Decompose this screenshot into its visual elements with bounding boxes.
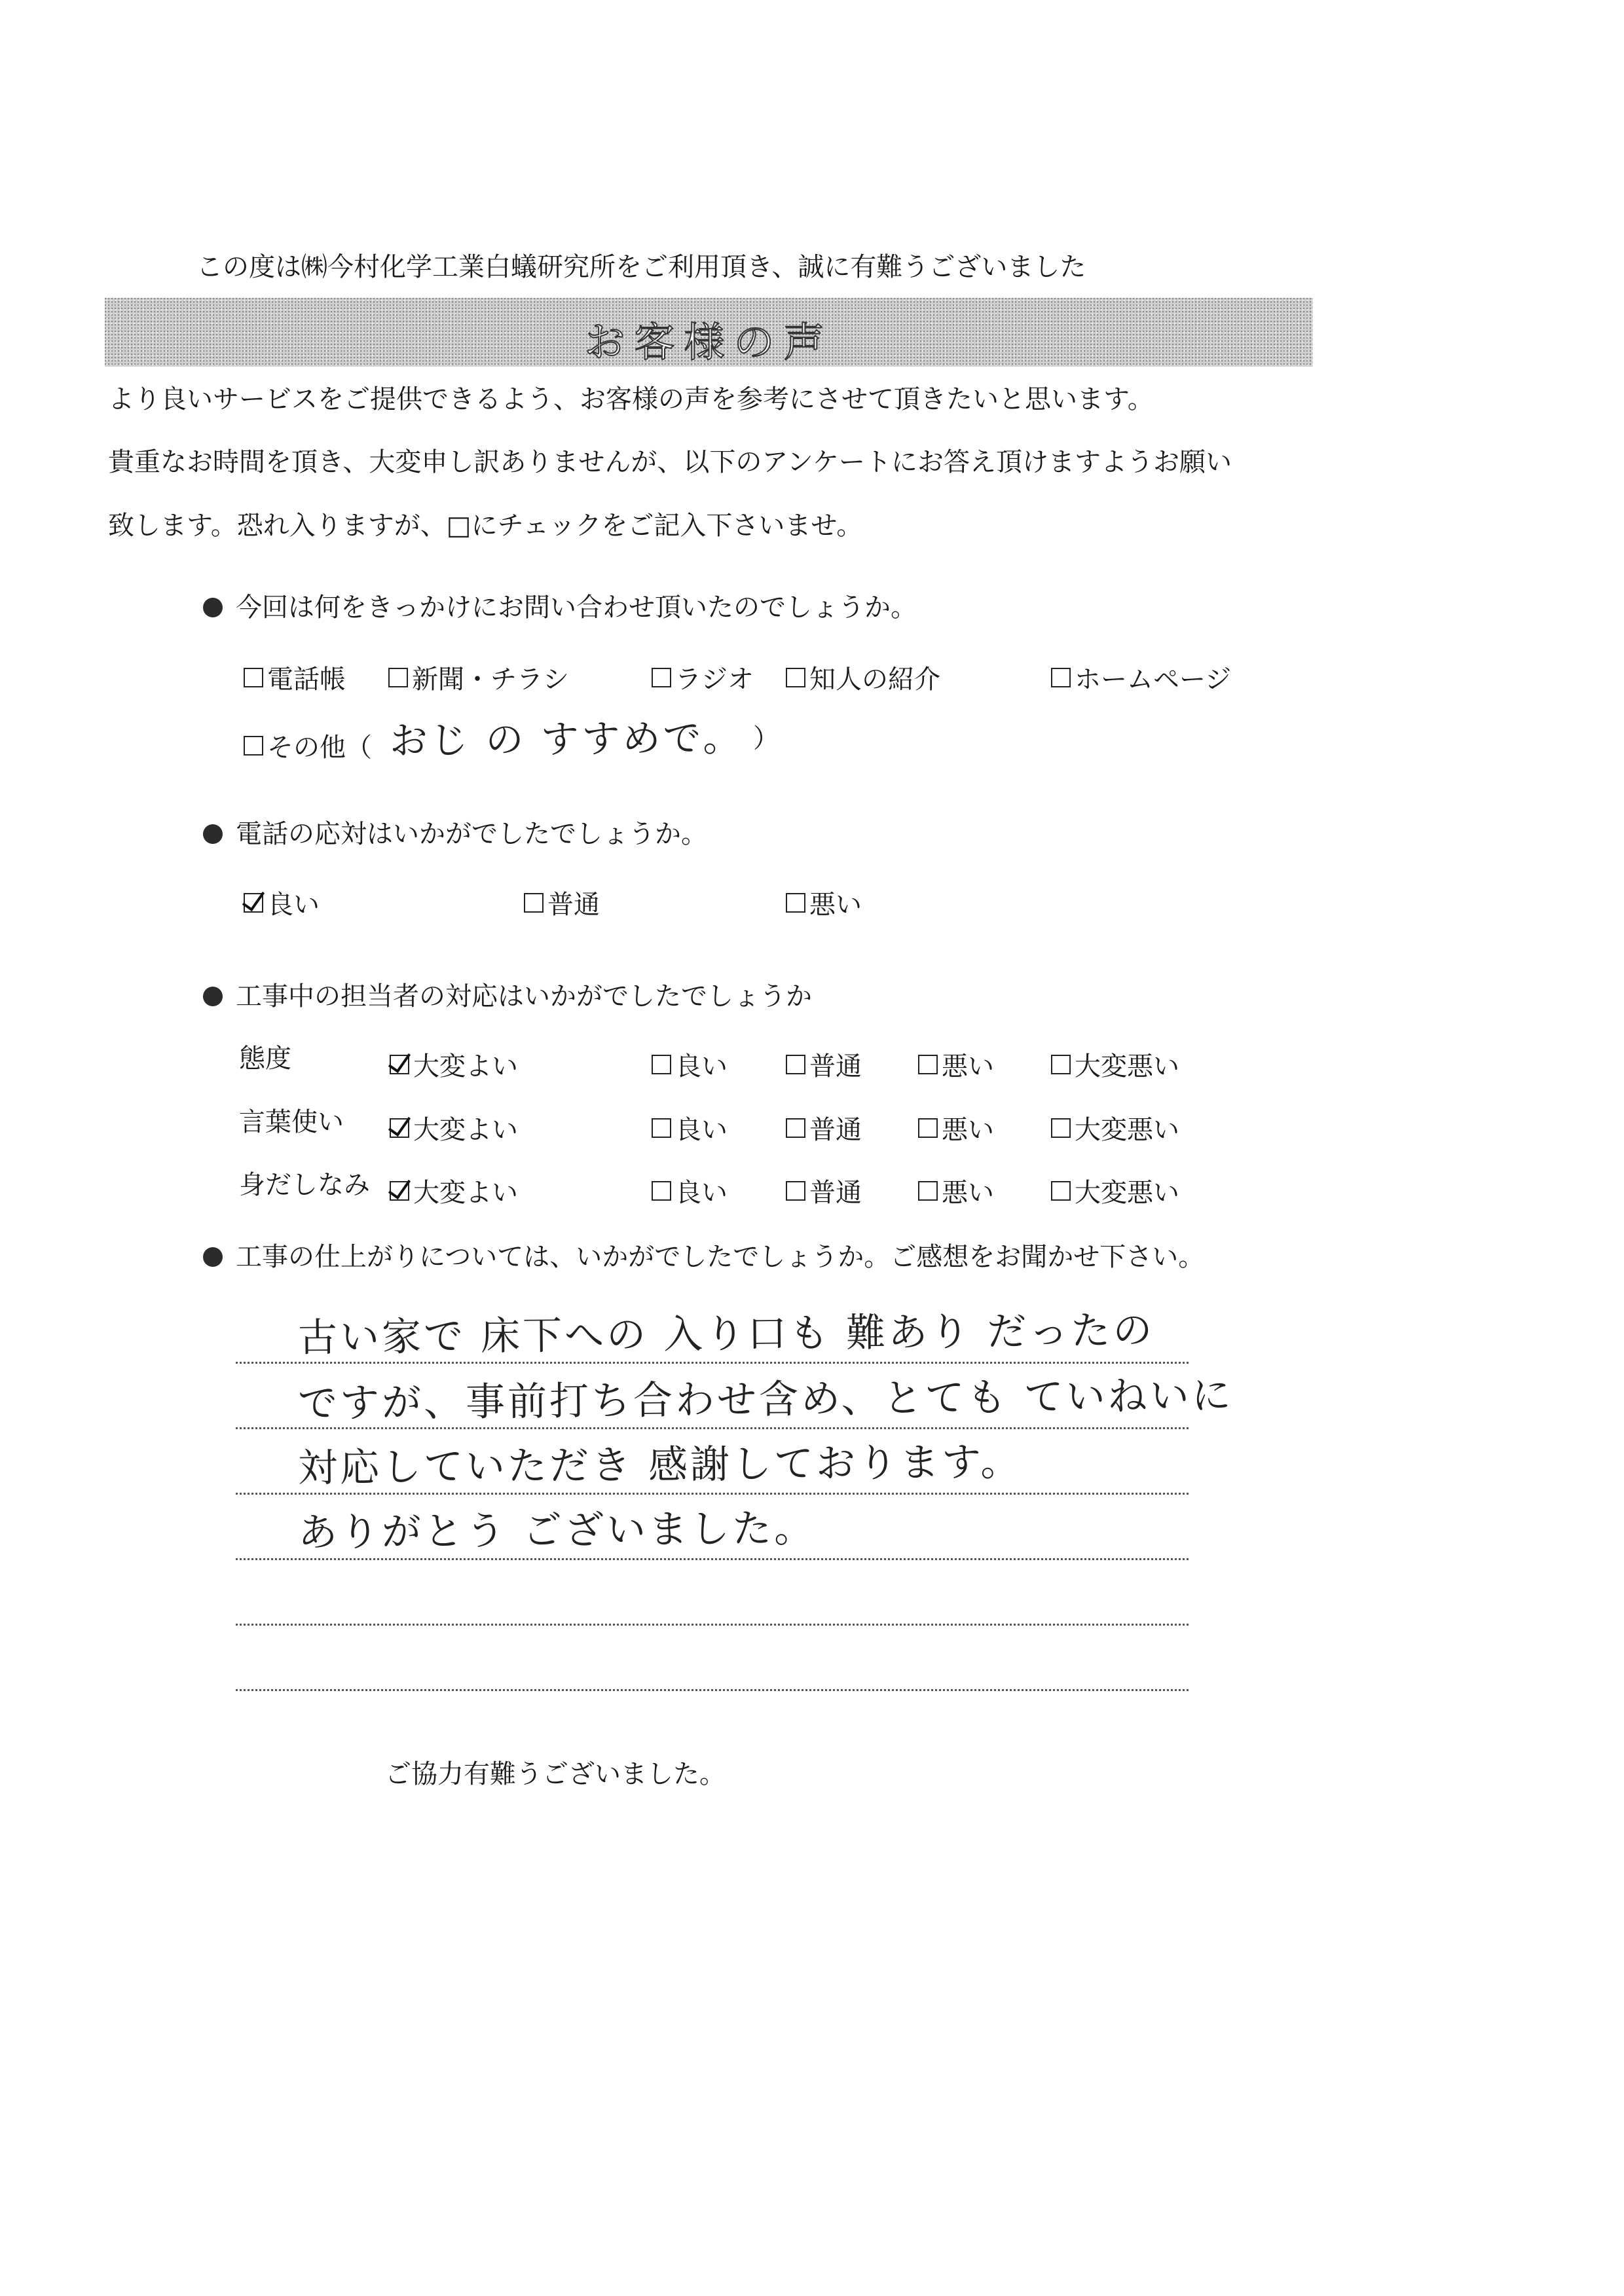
checkbox-icon[interactable] — [918, 1055, 938, 1074]
checkbox-icon[interactable] — [652, 1055, 671, 1074]
q3-attitude-very-bad[interactable]: 大変悪い — [1051, 1046, 1179, 1083]
checkbox-icon[interactable] — [1051, 1055, 1071, 1074]
checkbox-icon[interactable] — [1051, 668, 1071, 687]
q2-option-bad[interactable]: 悪い — [786, 884, 862, 921]
checkbox-icon[interactable] — [786, 1055, 805, 1074]
answer-rule — [236, 1558, 1189, 1560]
checkbox-checked-icon[interactable] — [390, 1118, 409, 1138]
q3-appearance-good[interactable]: 良い — [652, 1172, 728, 1209]
q4-answer-line-3[interactable]: 対応していただき 感謝しております。 — [297, 1439, 1023, 1491]
checkbox-icon[interactable] — [1051, 1181, 1071, 1201]
q1-question: 今回は何をきっかけにお問い合わせ頂いたのでしょうか。 — [236, 592, 917, 623]
q3-language-bad[interactable]: 悪い — [918, 1109, 994, 1146]
checkbox-icon[interactable] — [1051, 1118, 1071, 1138]
q3-question: 工事中の担当者の対応はいかがでしたでしょうか — [236, 981, 812, 1011]
q4-question: 工事の仕上がりについては、いかがでしたでしょうか。ご感想をお聞かせ下さい。 — [236, 1242, 1205, 1272]
checkbox-icon[interactable] — [244, 668, 263, 687]
q3-attitude-normal[interactable]: 普通 — [786, 1046, 862, 1083]
q3-appearance-very-bad[interactable]: 大変悪い — [1051, 1172, 1179, 1209]
q3-row-label-appearance: 身だしなみ — [239, 1170, 370, 1200]
q3-attitude-good[interactable]: 良い — [652, 1046, 728, 1083]
checkbox-icon[interactable] — [786, 668, 805, 687]
intro-line-2: 貴重なお時間を頂き、大変申し訳ありませんが、以下のアンケートにお答え頂けますようお願い — [108, 447, 1232, 477]
q1-option-referral[interactable]: 知人の紹介 — [786, 659, 940, 696]
bullet-icon — [203, 1247, 223, 1267]
bullet-icon — [203, 987, 223, 1006]
checkbox-icon[interactable] — [786, 1118, 805, 1138]
answer-rule — [236, 1493, 1189, 1495]
q1-option-homepage[interactable]: ホームページ — [1051, 659, 1231, 696]
checkbox-icon[interactable] — [918, 1118, 938, 1138]
q1-other-answer[interactable]: おじ の すすめで。 — [389, 715, 744, 763]
closing-message: ご協力有難うございました。 — [385, 1759, 726, 1789]
answer-rule — [236, 1689, 1189, 1691]
q1-option-radio[interactable]: ラジオ — [652, 659, 754, 696]
q2-option-normal[interactable]: 普通 — [524, 884, 600, 921]
q3-language-good[interactable]: 良い — [652, 1109, 728, 1146]
checkbox-icon[interactable] — [786, 1181, 805, 1201]
q4-answer-line-2[interactable]: ですが、事前打ち合わせ含め、とても ていねいに — [297, 1372, 1234, 1427]
q3-language-very-good[interactable]: 大変よい — [390, 1109, 518, 1146]
q1-option-newspaper[interactable]: 新聞・チラシ — [388, 659, 569, 696]
checkbox-icon[interactable] — [388, 668, 408, 687]
q2-question: 電話の応対はいかがでしたでしょうか。 — [236, 819, 707, 849]
bullet-icon — [203, 598, 223, 617]
checkbox-icon[interactable] — [786, 893, 805, 913]
q3-appearance-very-good[interactable]: 大変よい — [390, 1172, 518, 1209]
answer-rule — [236, 1624, 1189, 1626]
q4-answer-line-1[interactable]: 古い家で 床下への 入り口も 難あり だったの — [297, 1307, 1155, 1361]
answer-rule — [236, 1427, 1189, 1429]
q3-row-label-language: 言葉使い — [239, 1107, 344, 1137]
checkbox-icon[interactable] — [652, 668, 671, 687]
q3-row-label-attitude: 態度 — [239, 1044, 291, 1074]
checkbox-icon[interactable] — [652, 1118, 671, 1138]
checkbox-checked-icon[interactable] — [244, 893, 263, 913]
checkbox-checked-icon[interactable] — [390, 1181, 409, 1201]
checkbox-icon[interactable] — [244, 736, 263, 756]
checkbox-icon[interactable] — [524, 893, 544, 913]
q2-option-good[interactable]: 良い — [244, 884, 320, 921]
checkbox-icon[interactable] — [652, 1181, 671, 1201]
thanks-line: この度は㈱今村化学工業白蟻研究所をご利用頂き、誠に有難うございました — [196, 252, 1086, 282]
q3-language-normal[interactable]: 普通 — [786, 1109, 862, 1146]
checkbox-checked-icon[interactable] — [390, 1055, 409, 1074]
banner-title: お客様の声 — [584, 318, 834, 366]
q1-option-phonebook[interactable]: 電話帳 — [244, 659, 346, 696]
q1-option-other[interactable]: その他（ — [244, 727, 372, 764]
q3-attitude-bad[interactable]: 悪い — [918, 1046, 994, 1083]
banner — [105, 298, 1313, 367]
answer-rule — [236, 1362, 1189, 1364]
q1-other-close: ） — [753, 723, 779, 754]
bullet-icon — [203, 824, 223, 844]
intro-line-3: 致します。恐れ入りますが、□にチェックをご記入下さいませ。 — [108, 511, 863, 541]
q4-answer-line-4[interactable]: ありがとう ございました。 — [297, 1505, 817, 1556]
q3-attitude-very-good[interactable]: 大変よい — [390, 1046, 518, 1083]
q3-language-very-bad[interactable]: 大変悪い — [1051, 1109, 1179, 1146]
intro-line-1: より良いサービスをご提供できるよう、お客様の声を参考にさせて頂きたいと思います。 — [108, 384, 1154, 414]
q3-appearance-bad[interactable]: 悪い — [918, 1172, 994, 1209]
checkbox-icon[interactable] — [918, 1181, 938, 1201]
q3-appearance-normal[interactable]: 普通 — [786, 1172, 862, 1209]
